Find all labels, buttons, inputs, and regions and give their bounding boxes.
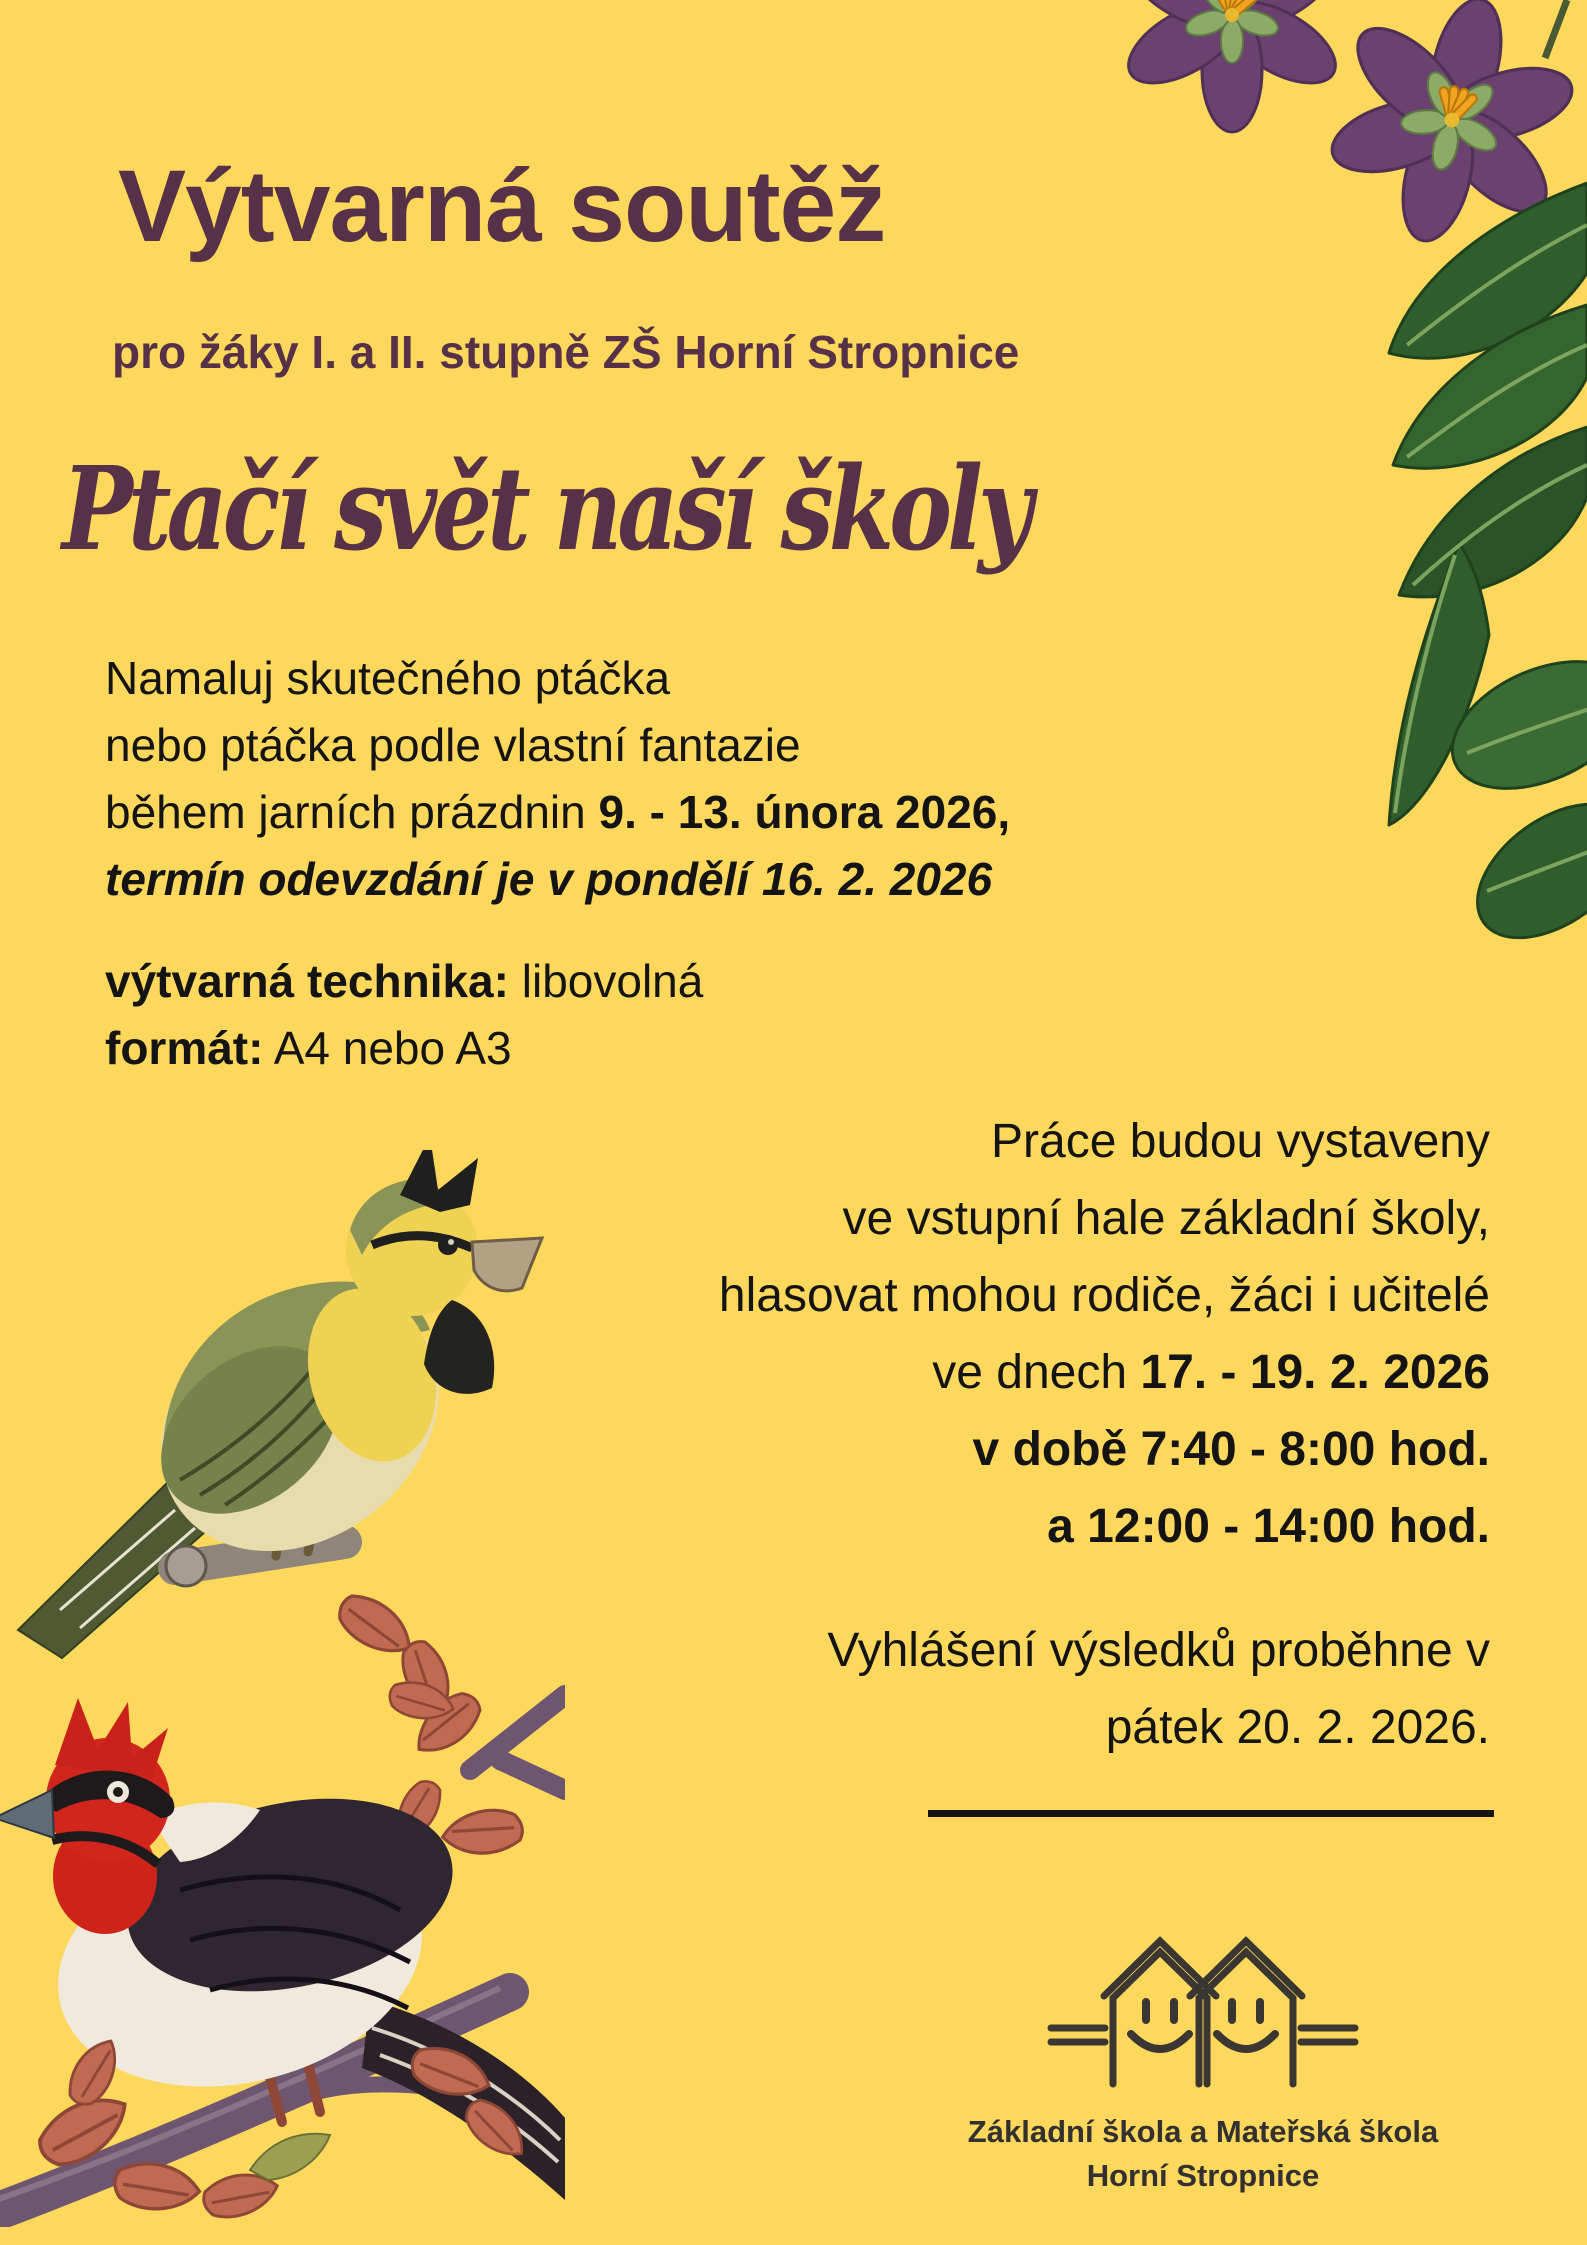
exhibition-line-3: hlasovat mohou rodiče, žáci i učitelé [718, 1269, 1490, 1322]
exhibition-paragraph [719, 1103, 1490, 1565]
school-name-line1: Základní škola a Mateřská škola [967, 2114, 1439, 2149]
school-name-line2: Horní Stropnice [1086, 2158, 1320, 2193]
intro-line-4: termín odevzdání je v pondělí 16. 2. 2026 [105, 853, 993, 905]
technique-label: výtvarná technika: [105, 955, 509, 1007]
birds-illustration [0, 1150, 565, 2227]
format-label: formát: [105, 1022, 264, 1074]
specs-paragraph [105, 948, 703, 1082]
headline-script: Ptačí svět naší školy [62, 442, 1028, 577]
page-title: Výtvarná soutěž [118, 149, 886, 263]
voting-dates: 17. - 19. 2. 2026 [1140, 1346, 1490, 1399]
yellow-bird [18, 1150, 542, 1726]
page-subtitle: pro žáky I. a II. stupně ZŠ Horní Stropnice [112, 326, 1020, 378]
exhibition-line-1: Práce budou vystaveny [991, 1115, 1490, 1168]
results-line-1: Vyhlášení výsledků proběhne v [827, 1624, 1490, 1677]
flower-left [1116, 0, 1349, 132]
green-leaves-illustration [1157, 165, 1587, 985]
format-line: formát: A4 nebo A3 [105, 1022, 512, 1074]
deadline-range: 9. - 13. února 2026, [598, 786, 1011, 838]
school-houses-icon [1033, 1932, 1373, 2102]
exhibition-line-4: ve dnech 17. - 19. 2. 2026 [932, 1346, 1490, 1399]
technique-line: výtvarná technika: libovolná [105, 955, 704, 1007]
results-line-2: pátek 20. 2. 2026. [1105, 1701, 1490, 1754]
intro-line-2: nebo ptáčka podle vlastní fantazie [105, 719, 801, 771]
intro-paragraph [105, 645, 1010, 913]
intro-line-1: Namaluj skutečného ptáčka [105, 652, 671, 704]
flower-stem [1545, 0, 1567, 58]
exhibition-line-5: v době 7:40 - 8:00 hod. [972, 1423, 1490, 1476]
intro-line-3: během jarních prázdnin 9. - 13. února 2026, [105, 786, 1011, 838]
divider-line [928, 1810, 1494, 1817]
results-paragraph [827, 1612, 1490, 1766]
exhibition-line-6: a 12:00 - 14:00 hod. [1047, 1500, 1490, 1553]
school-logo-block [908, 1932, 1498, 2198]
exhibition-line-2: ve vstupní hale základní školy, [842, 1192, 1490, 1245]
